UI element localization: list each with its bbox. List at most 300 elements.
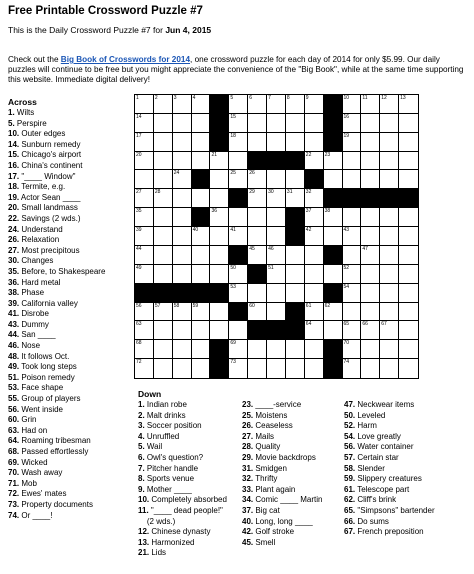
grid-cell[interactable] — [380, 265, 399, 284]
grid-cell[interactable] — [210, 208, 229, 227]
grid-cell[interactable] — [267, 303, 286, 322]
grid-cell[interactable] — [229, 152, 248, 171]
grid-cell[interactable] — [192, 227, 211, 246]
grid-cell[interactable] — [210, 321, 229, 340]
clue-item — [138, 421, 227, 432]
grid-cell[interactable] — [267, 246, 286, 265]
grid-cell[interactable] — [154, 359, 173, 378]
grid-cell[interactable] — [267, 208, 286, 227]
grid-cell[interactable] — [154, 227, 173, 246]
clue-text: Sunburn remedy — [19, 139, 81, 149]
clue-text: Harmonized — [149, 537, 195, 547]
grid-cell[interactable] — [267, 170, 286, 189]
grid-cell[interactable] — [380, 170, 399, 189]
grid-cell[interactable] — [248, 133, 267, 152]
clue-number: 24. — [8, 224, 20, 234]
clue-text: Mother ____ — [144, 484, 192, 494]
clue-number: 58. — [344, 463, 356, 473]
grid-cell[interactable] — [173, 95, 192, 114]
clue-item — [242, 517, 322, 528]
grid-cell[interactable] — [399, 133, 418, 152]
clue-number: 74. — [8, 510, 20, 520]
grid-cell[interactable] — [380, 246, 399, 265]
grid-cell[interactable] — [248, 95, 267, 114]
clue-item — [344, 485, 435, 496]
grid-cell[interactable] — [267, 133, 286, 152]
clue-text: Chicago's airport — [19, 150, 82, 160]
cell-number: 45 — [249, 245, 255, 252]
grid-cell[interactable] — [380, 114, 399, 133]
grid-cell[interactable] — [229, 321, 248, 340]
grid-cell[interactable] — [229, 359, 248, 378]
clue-number: 43. — [8, 319, 20, 329]
grid-cell[interactable] — [399, 152, 418, 171]
grid-cell[interactable] — [361, 284, 380, 303]
grid-cell[interactable] — [380, 340, 399, 359]
grid-cell[interactable] — [343, 114, 362, 133]
cell-number: 17 — [136, 132, 142, 139]
grid-cell[interactable] — [286, 189, 305, 208]
grid-cell[interactable] — [173, 189, 192, 208]
cell-number: 4 — [192, 95, 196, 101]
cell-number: 53 — [230, 283, 236, 290]
clue-number: 1. — [138, 400, 145, 409]
grid-cell[interactable] — [361, 340, 380, 359]
grid-cell[interactable] — [229, 170, 248, 189]
cell-number: 24 — [173, 170, 180, 177]
cell-number: 11 — [362, 95, 368, 101]
clue-text: Telescope part — [355, 484, 410, 494]
clue-text: Soccer position — [144, 421, 202, 431]
grid-cell[interactable] — [380, 284, 399, 303]
grid-cell[interactable] — [267, 284, 286, 303]
grid-cell[interactable] — [173, 340, 192, 359]
clue-number: 59. — [344, 474, 356, 484]
grid-cell[interactable] — [248, 284, 267, 303]
grid-cell[interactable] — [380, 133, 399, 152]
clue-text: Changes — [19, 256, 54, 266]
grid-cell[interactable] — [135, 340, 154, 359]
grid-cell[interactable] — [343, 284, 362, 303]
clue-item — [8, 119, 132, 130]
grid-cell[interactable] — [324, 265, 343, 284]
clue-number: 66. — [344, 516, 356, 526]
grid-cell[interactable] — [210, 227, 229, 246]
grid-cell[interactable] — [173, 152, 192, 171]
clue-text: San ____ — [19, 330, 56, 340]
cell-number: 1 — [136, 95, 139, 101]
clue-text: Smidgen — [253, 463, 287, 473]
clue-item — [138, 506, 227, 517]
grid-cell[interactable] — [305, 359, 324, 378]
grid-cell[interactable] — [154, 265, 173, 284]
grid-cell[interactable] — [361, 246, 380, 265]
grid-cell[interactable] — [305, 189, 324, 208]
grid-cell[interactable] — [286, 265, 305, 284]
grid-cell[interactable] — [229, 265, 248, 284]
clue-text: "Simpsons" bartender — [355, 505, 435, 515]
grid-cell[interactable] — [154, 95, 173, 114]
cell-number: 56 — [136, 302, 142, 309]
big-book-link[interactable]: Big Book of Crosswords for 2014 — [60, 55, 191, 64]
grid-cell[interactable] — [343, 321, 362, 340]
grid-cell[interactable] — [154, 340, 173, 359]
grid-cell[interactable] — [286, 170, 305, 189]
clue-text: California valley — [19, 298, 78, 308]
grid-cell[interactable] — [305, 152, 324, 171]
grid-cell[interactable] — [305, 321, 324, 340]
grid-cell[interactable] — [305, 114, 324, 133]
grid-cell[interactable] — [267, 95, 286, 114]
grid-cell[interactable] — [173, 133, 192, 152]
clue-item — [242, 527, 322, 538]
grid-cell[interactable] — [399, 227, 418, 246]
clue-item — [344, 421, 435, 432]
grid-cell[interactable] — [135, 208, 154, 227]
grid-cell[interactable] — [154, 114, 173, 133]
grid-cell[interactable] — [305, 95, 324, 114]
grid-cell[interactable] — [305, 133, 324, 152]
grid-cell[interactable] — [399, 303, 418, 322]
grid-cell[interactable] — [361, 208, 380, 227]
grid-cell[interactable] — [361, 359, 380, 378]
down-clues-column-2 — [242, 388, 322, 548]
clue-number: 16. — [8, 160, 20, 170]
grid-cell[interactable] — [305, 340, 324, 359]
grid-cell[interactable] — [343, 227, 362, 246]
grid-cell[interactable] — [192, 95, 211, 114]
page-title: Free Printable Crossword Puzzle #7 — [8, 5, 203, 17]
grid-cell[interactable] — [361, 265, 380, 284]
clue-number: 56. — [344, 442, 356, 452]
cell-number: 51 — [268, 264, 274, 271]
clue-text: Owl's question? — [144, 452, 204, 462]
grid-cell[interactable] — [173, 321, 192, 340]
grid-cell[interactable] — [343, 208, 362, 227]
crossword-grid — [134, 94, 419, 379]
clue-text: Slender — [355, 463, 385, 473]
black-square — [192, 170, 211, 189]
cell-number: 2 — [154, 95, 158, 101]
grid-cell[interactable] — [135, 359, 154, 378]
grid-cell[interactable] — [154, 133, 173, 152]
grid-cell[interactable] — [154, 170, 173, 189]
down-heading: Down — [138, 389, 162, 399]
grid-cell[interactable] — [248, 114, 267, 133]
grid-cell[interactable] — [305, 265, 324, 284]
grid-cell[interactable] — [286, 246, 305, 265]
grid-cell[interactable] — [343, 303, 362, 322]
grid-cell[interactable] — [173, 303, 192, 322]
grid-cell[interactable] — [361, 227, 380, 246]
clue-number: 33. — [242, 484, 254, 494]
grid-cell[interactable] — [229, 227, 248, 246]
grid-cell[interactable] — [154, 303, 173, 322]
clue-number: 41. — [8, 309, 20, 319]
grid-cell[interactable] — [399, 340, 418, 359]
black-square — [286, 152, 305, 171]
clue-text: Mob — [19, 478, 37, 488]
grid-cell[interactable] — [324, 227, 343, 246]
grid-cell[interactable] — [248, 246, 267, 265]
grid-cell[interactable] — [192, 265, 211, 284]
grid-cell[interactable] — [135, 170, 154, 189]
grid-cell[interactable] — [380, 227, 399, 246]
grid-cell[interactable] — [324, 321, 343, 340]
grid-cell[interactable] — [135, 246, 154, 265]
grid-cell[interactable] — [324, 208, 343, 227]
clue-number: 55. — [8, 394, 20, 404]
grid-cell[interactable] — [286, 95, 305, 114]
clue-text: Group of players — [19, 394, 81, 404]
clue-number: 54. — [344, 431, 356, 441]
grid-cell[interactable] — [343, 265, 362, 284]
down-clues-column-1 — [138, 388, 227, 559]
cell-number: 41 — [230, 227, 236, 234]
grid-cell[interactable] — [399, 170, 418, 189]
grid-cell[interactable] — [192, 114, 211, 133]
grid-cell[interactable] — [380, 152, 399, 171]
clue-text: Face shape — [19, 383, 64, 393]
grid-cell[interactable] — [135, 227, 154, 246]
grid-cell[interactable] — [135, 95, 154, 114]
clue-item — [242, 432, 322, 443]
clue-number: 49. — [8, 362, 20, 372]
grid-cell[interactable] — [248, 189, 267, 208]
grid-cell[interactable] — [286, 133, 305, 152]
grid-cell[interactable] — [305, 284, 324, 303]
clue-item — [8, 278, 132, 289]
black-square — [210, 359, 229, 378]
black-square — [248, 152, 267, 171]
clue-item — [8, 235, 132, 246]
clue-text: Dummy — [19, 319, 49, 329]
grid-cell[interactable] — [380, 321, 399, 340]
cell-number: 13 — [400, 95, 406, 101]
grid-cell[interactable] — [399, 265, 418, 284]
grid-cell[interactable] — [286, 114, 305, 133]
grid-cell[interactable] — [173, 170, 192, 189]
black-square — [210, 284, 229, 303]
black-square — [229, 303, 248, 322]
clue-item — [242, 538, 322, 549]
grid-cell[interactable] — [135, 303, 154, 322]
grid-cell[interactable] — [399, 321, 418, 340]
clue-text: Movie backdrops — [253, 452, 316, 462]
grid-cell[interactable] — [135, 133, 154, 152]
grid-cell[interactable] — [210, 189, 229, 208]
grid-cell[interactable] — [343, 340, 362, 359]
grid-cell[interactable] — [305, 246, 324, 265]
grid-cell[interactable] — [361, 114, 380, 133]
clue-item — [8, 383, 132, 394]
clue-number: 57. — [344, 452, 356, 462]
grid-cell[interactable] — [361, 303, 380, 322]
grid-cell[interactable] — [343, 246, 362, 265]
clue-text: Moistens — [253, 410, 288, 420]
grid-cell[interactable] — [286, 340, 305, 359]
grid-cell[interactable] — [192, 133, 211, 152]
grid-cell[interactable] — [380, 303, 399, 322]
cell-number: 20 — [136, 151, 142, 158]
grid-cell[interactable] — [173, 208, 192, 227]
grid-cell[interactable] — [399, 284, 418, 303]
grid-cell[interactable] — [343, 152, 362, 171]
grid-cell[interactable] — [380, 208, 399, 227]
grid-cell[interactable] — [343, 359, 362, 378]
grid-cell[interactable] — [324, 303, 343, 322]
clue-item — [8, 352, 132, 363]
grid-cell[interactable] — [210, 152, 229, 171]
grid-cell[interactable] — [399, 95, 418, 114]
clue-item — [242, 400, 322, 411]
grid-cell[interactable] — [154, 152, 173, 171]
grid-cell[interactable] — [135, 152, 154, 171]
clue-text: Understand — [19, 224, 63, 234]
grid-cell[interactable] — [154, 246, 173, 265]
black-square — [210, 95, 229, 114]
black-square — [324, 114, 343, 133]
clue-text: ____-service — [253, 400, 302, 409]
grid-cell[interactable] — [154, 189, 173, 208]
clue-text: Savings (2 wds.) — [19, 213, 81, 223]
clue-number: 34. — [242, 495, 254, 505]
grid-cell[interactable] — [210, 265, 229, 284]
clue-item — [8, 489, 132, 500]
grid-cell[interactable] — [210, 170, 229, 189]
grid-cell[interactable] — [192, 340, 211, 359]
black-square — [361, 189, 380, 208]
grid-cell[interactable] — [192, 303, 211, 322]
clue-item — [8, 129, 132, 140]
black-square — [267, 321, 286, 340]
clue-item — [138, 453, 227, 464]
grid-cell[interactable] — [399, 246, 418, 265]
grid-cell[interactable] — [173, 265, 192, 284]
clue-item — [8, 299, 132, 310]
grid-cell[interactable] — [173, 359, 192, 378]
clue-text: Do sums — [355, 516, 389, 526]
grid-cell[interactable] — [324, 152, 343, 171]
clue-item — [8, 320, 132, 331]
clue-number: 44. — [8, 330, 20, 340]
grid-cell[interactable] — [173, 246, 192, 265]
grid-cell[interactable] — [399, 359, 418, 378]
grid-cell[interactable] — [399, 208, 418, 227]
grid-cell[interactable] — [229, 284, 248, 303]
grid-cell[interactable] — [324, 170, 343, 189]
grid-cell[interactable] — [173, 227, 192, 246]
grid-cell[interactable] — [267, 359, 286, 378]
grid-cell[interactable] — [361, 170, 380, 189]
clue-text: Property documents — [19, 499, 93, 509]
grid-cell[interactable] — [399, 114, 418, 133]
clue-number: 51. — [8, 372, 20, 382]
grid-cell[interactable] — [154, 321, 173, 340]
grid-cell[interactable] — [248, 303, 267, 322]
black-square — [286, 303, 305, 322]
grid-cell[interactable] — [229, 95, 248, 114]
grid-cell[interactable] — [361, 133, 380, 152]
clue-text: Termite, e.g. — [19, 182, 66, 192]
grid-cell[interactable] — [173, 114, 192, 133]
grid-cell[interactable] — [135, 321, 154, 340]
grid-cell[interactable] — [154, 208, 173, 227]
grid-cell[interactable] — [229, 340, 248, 359]
black-square — [286, 227, 305, 246]
grid-cell[interactable] — [361, 95, 380, 114]
grid-cell[interactable] — [192, 152, 211, 171]
grid-cell[interactable] — [192, 359, 211, 378]
grid-cell[interactable] — [248, 359, 267, 378]
grid-cell[interactable] — [361, 152, 380, 171]
clue-text: Went inside — [19, 404, 63, 414]
grid-cell[interactable] — [267, 340, 286, 359]
grid-cell[interactable] — [192, 189, 211, 208]
grid-cell[interactable] — [286, 284, 305, 303]
grid-cell[interactable] — [229, 114, 248, 133]
grid-cell[interactable] — [267, 189, 286, 208]
grid-cell[interactable] — [210, 303, 229, 322]
grid-cell[interactable] — [343, 170, 362, 189]
grid-cell[interactable] — [135, 114, 154, 133]
grid-cell[interactable] — [267, 114, 286, 133]
grid-cell[interactable] — [135, 189, 154, 208]
clue-item — [138, 442, 227, 453]
grid-cell[interactable] — [192, 246, 211, 265]
clue-item — [344, 495, 435, 506]
grid-cell[interactable] — [248, 227, 267, 246]
grid-cell[interactable] — [248, 170, 267, 189]
clue-text: Pitcher handle — [144, 463, 199, 473]
grid-cell[interactable] — [248, 208, 267, 227]
grid-cell[interactable] — [286, 359, 305, 378]
grid-cell[interactable] — [361, 321, 380, 340]
grid-cell[interactable] — [267, 265, 286, 284]
cell-number: 72 — [136, 359, 142, 366]
grid-cell[interactable] — [229, 208, 248, 227]
grid-cell[interactable] — [305, 227, 324, 246]
grid-cell[interactable] — [305, 208, 324, 227]
clue-number: 9. — [138, 484, 145, 494]
grid-cell[interactable] — [380, 95, 399, 114]
clue-text: Wicked — [19, 457, 48, 467]
grid-cell[interactable] — [343, 95, 362, 114]
puzzle-subtitle — [8, 25, 211, 35]
grid-cell[interactable] — [267, 227, 286, 246]
clue-text: Roaming tribesman — [19, 436, 91, 446]
clue-item — [138, 432, 227, 443]
clue-text: Certain star — [355, 452, 399, 462]
cell-number: 43 — [343, 227, 350, 234]
grid-cell[interactable] — [305, 303, 324, 322]
clue-number: 71. — [8, 478, 20, 488]
grid-cell[interactable] — [343, 133, 362, 152]
clue-text: Passed effortlessly — [19, 447, 89, 456]
cell-number: 70 — [343, 340, 350, 347]
cell-number: 61 — [305, 302, 312, 309]
grid-cell[interactable] — [192, 321, 211, 340]
grid-cell[interactable] — [229, 133, 248, 152]
clue-text: Love greatly — [355, 431, 401, 441]
clue-number: 14. — [8, 139, 20, 149]
clue-text: Before, to Shakespeare — [19, 266, 106, 276]
clue-text: Unruffled — [144, 431, 180, 441]
grid-cell[interactable] — [248, 340, 267, 359]
grid-cell[interactable] — [380, 359, 399, 378]
grid-cell[interactable] — [210, 246, 229, 265]
grid-cell[interactable] — [135, 265, 154, 284]
